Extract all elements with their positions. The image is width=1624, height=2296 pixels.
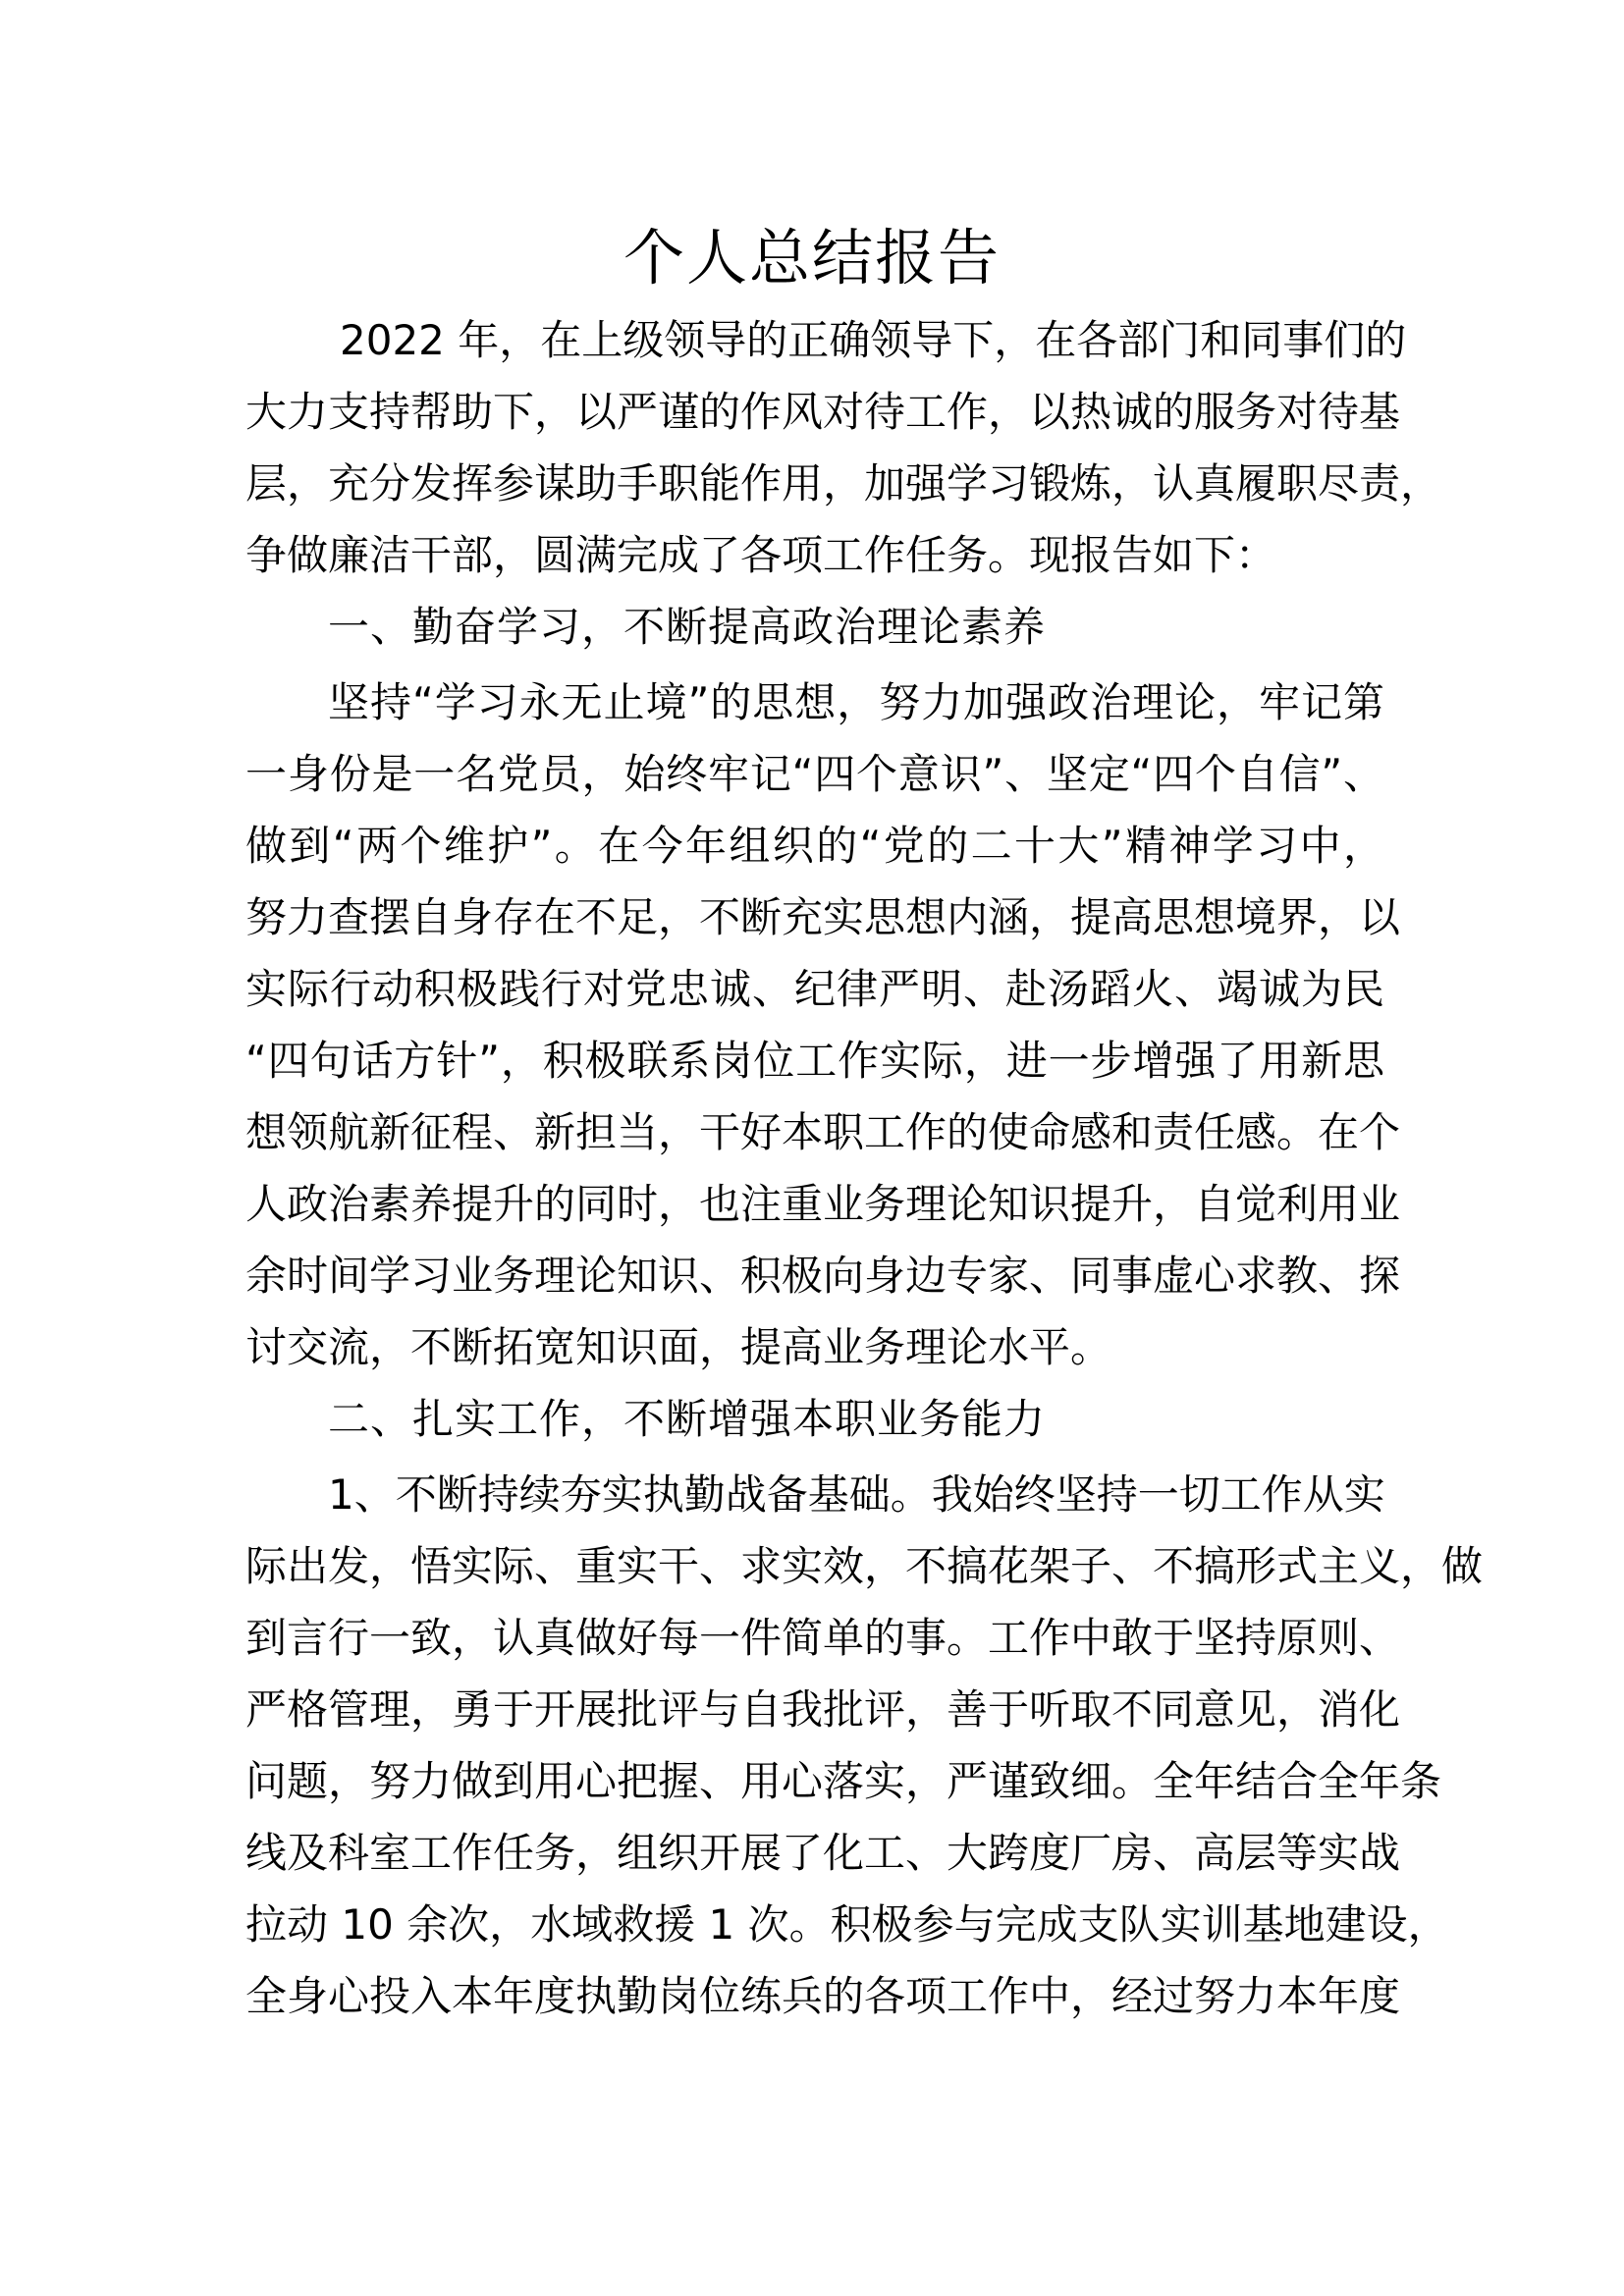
section2-line-5: 问题，努力做到用心把握、用心落实，严谨致细。全年结合全年条 <box>245 1757 1442 1805</box>
document-title: 个人总结报告 <box>623 222 1001 294</box>
section2-line-1: 1、不断持续夯实执勤战备基础。我始终坚持一切工作从实 <box>328 1470 1385 1519</box>
section1-line-9: 余时间学习业务理论知识、积极向身边专家、同事虚心求教、探 <box>245 1252 1401 1300</box>
section2-line-3: 到言行一致，认真做好每一件简单的事。工作中敢于坚持原则、 <box>245 1614 1401 1662</box>
section2-line-4: 严格管理，勇于开展批评与自我批评，善于听取不同意见，消化 <box>245 1685 1401 1734</box>
section1-heading: 一、勤奋学习，不断提高政治理论素养 <box>328 603 1047 651</box>
section2-heading: 二、扎实工作，不断增强本职业务能力 <box>328 1395 1047 1443</box>
section2-line-7: 拉动 10 余次，水域救援 1 次。积极参与完成支队实训基地建设， <box>245 1900 1449 1949</box>
intro-line-2: 大力支持帮助下，以严谨的作风对待工作，以热诚的服务对待基 <box>245 388 1401 436</box>
section1-line-6: “四句话方针”，积极联系岗位工作实际，进一步增强了用新思 <box>245 1037 1384 1085</box>
intro-line-4: 争做廉洁干部，圆满完成了各项工作任务。现报告如下： <box>245 531 1277 579</box>
section1-line-5: 实际行动积极践行对党忠诚、纪律严明、赴汤蹈火、竭诚为民 <box>245 965 1384 1013</box>
document-body <box>245 304 1484 2032</box>
section1-line-2: 一身份是一名党员，始终牢记“四个意识”、坚定“四个自信”、 <box>245 750 1384 798</box>
section1-line-3: 做到“两个维护”。在今年组织的“党的二十大”精神学习中， <box>245 822 1384 870</box>
section1-line-8: 人政治素养提升的同时，也注重业务理论知识提升，自觉利用业 <box>245 1180 1401 1228</box>
section2-line-2: 际出发，悟实际、重实干、求实效，不搞花架子、不搞形式主义，做 <box>245 1542 1484 1590</box>
intro-line-1: 2022 年，在上级领导的正确领导下，在各部门和同事们的 <box>340 316 1407 364</box>
section1-line-1: 坚持“学习永无止境”的思想，努力加强政治理论，牢记第 <box>328 678 1384 726</box>
section2-line-8: 全身心投入本年度执勤岗位练兵的各项工作中，经过努力本年度 <box>245 1972 1401 2020</box>
section1-line-4: 努力查摆自身存在不足，不断充实思想内涵，提高思想境界，以 <box>245 893 1401 941</box>
intro-line-3: 层，充分发挥参谋助手职能作用，加强学习锻炼，认真履职尽责， <box>245 459 1442 507</box>
section2-line-6: 线及科室工作任务，组织开展了化工、大跨度厂房、高层等实战 <box>245 1829 1401 1877</box>
section1-line-7: 想领航新征程、新担当，干好本职工作的使命感和责任感。在个 <box>245 1108 1401 1156</box>
section1-line-10: 讨交流，不断拓宽知识面，提高业务理论水平。 <box>245 1323 1112 1371</box>
